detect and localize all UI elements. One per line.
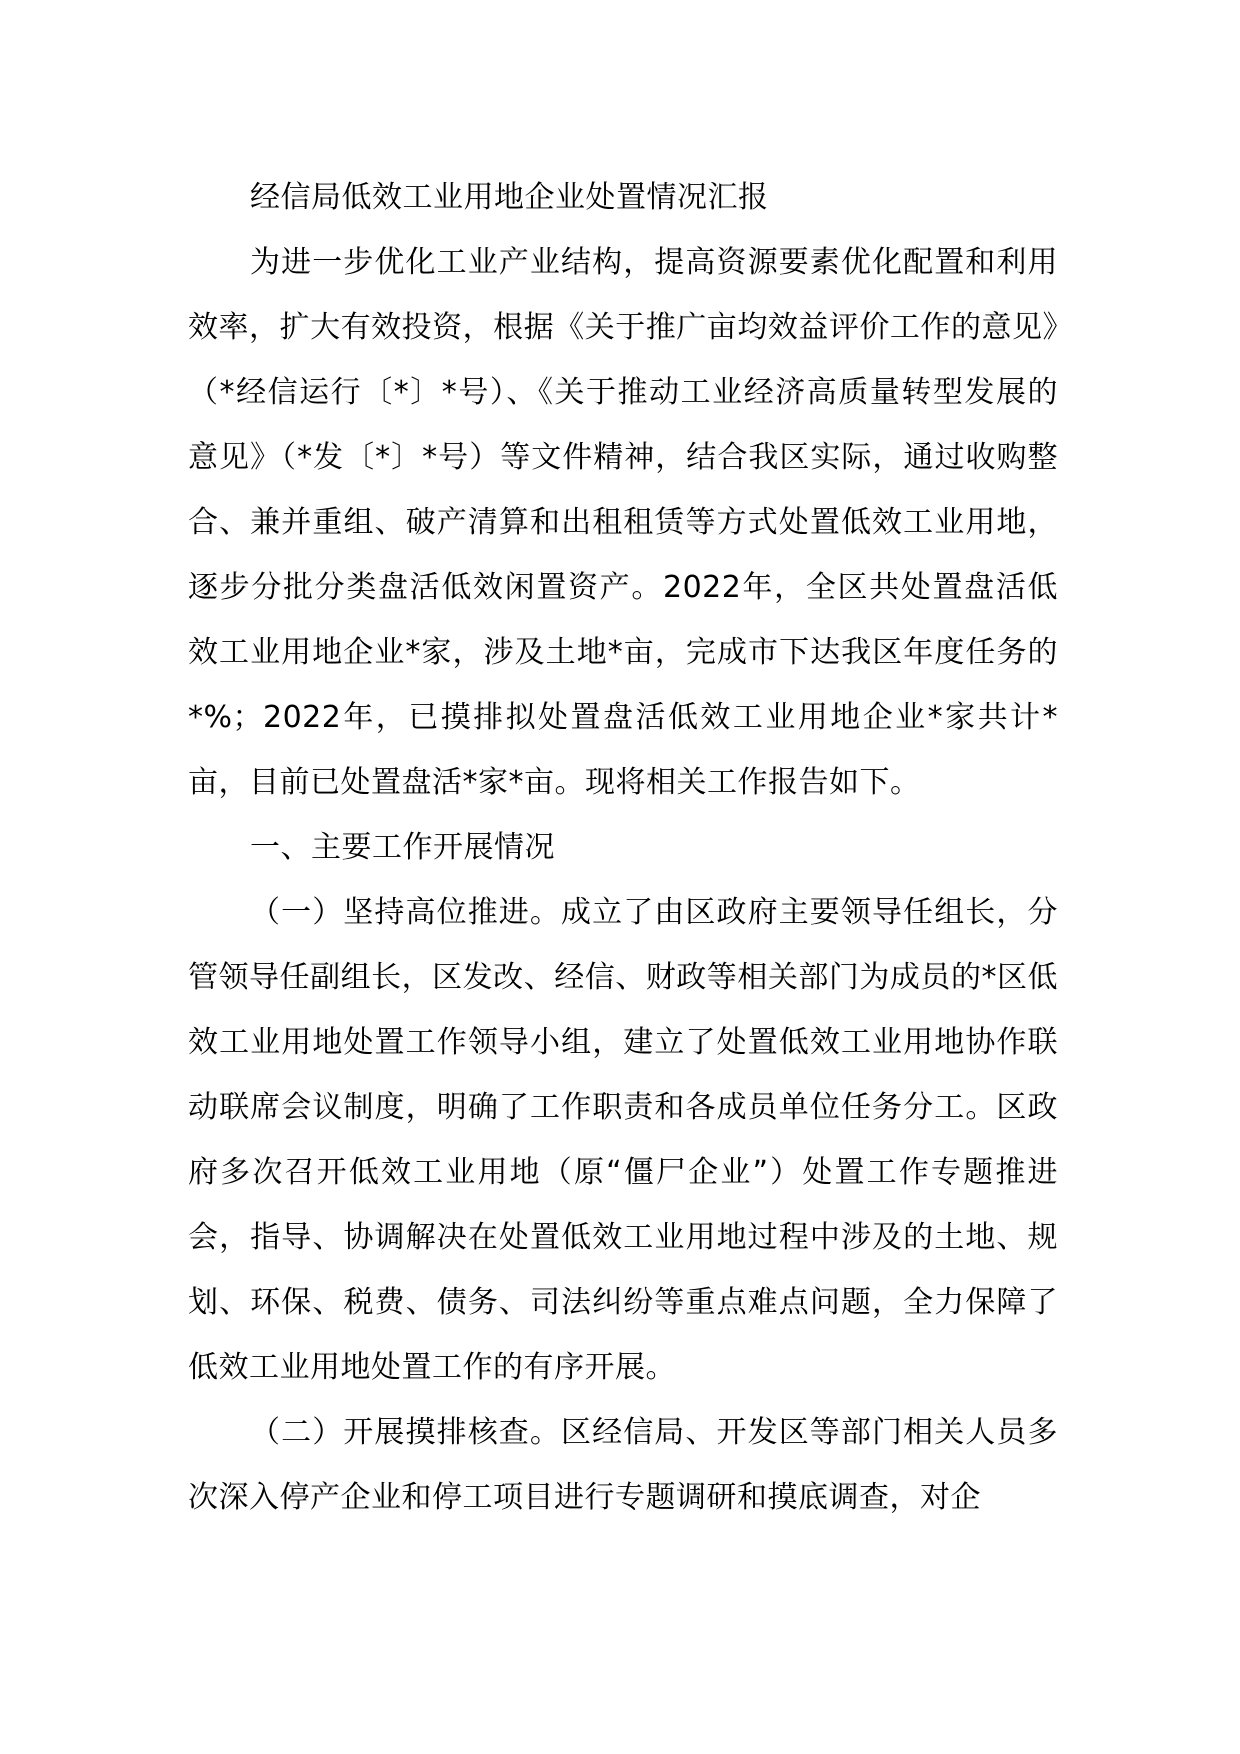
intro-paragraph: 为进一步优化工业产业结构，提高资源要素优化配置和利用效率，扩大有效投资，根据《关于推广亩均效益评价工作的意见》（*经信运行〔*〕*号）、《关于推动工业经济高质量转型发展的意见》（*发〔*〕*号）等文件精神，结合我区实际，通过收购整合、兼并重组、破产清算和出租租赁等方式处置低效工业用地，逐步分批分类盘活低效闲置资产。2022年，全区共处置盘活低效工业用地企业*家，涉及土地*亩，完成市下达我区年度任务的*%；2022年，已摸排拟处置盘活低效工业用地企业*家共计*亩，目前已处置盘活*家*亩。现将相关工作报告如下。: [188, 245, 1058, 800]
document-title: 经信局低效工业用地企业处置情况汇报: [250, 180, 769, 215]
subsection-paragraph: （一）坚持高位推进。成立了由区政府主要领导任组长，分管领导任副组长，区发改、经信、财政等相关部门为成员的*区低效工业用地处置工作领导小组，建立了处置低效工业用地协作联动联席会议制度，明确了工作职责和各成员单位任务分工。区政府多次召开低效工业用地（原“僵尸企业”）处置工作专题推进会，指导、协调解决在处置低效工业用地过程中涉及的土地、规划、环保、税费、债务、司法纠纷等重点难点问题，全力保障了低效工业用地处置工作的有序开展。: [188, 895, 1058, 1385]
document-body: [188, 165, 1058, 1530]
section-heading: 一、主要工作开展情况: [250, 830, 555, 865]
subsection-paragraph: （二）开展摸排核查。区经信局、开发区等部门相关人员多次深入停产企业和停工项目进行专题调研和摸底调查，对企: [188, 1415, 1058, 1515]
